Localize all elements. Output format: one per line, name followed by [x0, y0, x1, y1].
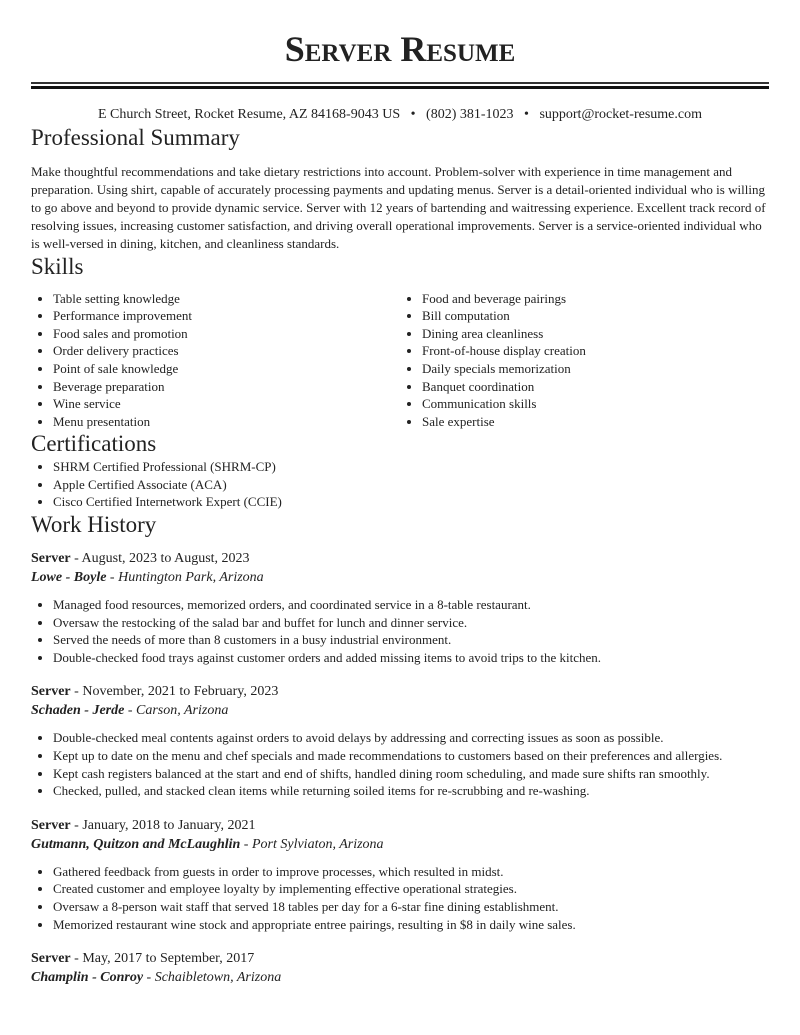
skill-item: • Communication skills: [422, 395, 769, 413]
skill-item: • Daily specials memorization: [422, 360, 769, 378]
job-company-line: Lowe - Boyle - Huntington Park, Arizona: [31, 570, 264, 586]
job-bullets: [31, 596, 769, 666]
job-entry: [31, 683, 769, 799]
job-bullet: • Kept cash registers balanced at the start and end of shifts, handled dining room scheduling, and made sure shifts ran smoothly.: [53, 765, 769, 783]
job-dates: January, 2018 to January, 2021: [82, 817, 256, 833]
job-bullet: • Checked, pulled, and stacked clean items while returning soiled items for re-scrubbing and re-washing.: [53, 782, 769, 800]
job-dates: August, 2023 to August, 2023: [81, 551, 250, 567]
job-location: Carson, Arizona: [136, 703, 229, 719]
job-bullet: • Memorized restaurant wine stock and appropriate entree pairings, resulting in $8 in daily wine sales.: [53, 916, 769, 934]
skill-item: • Order delivery practices: [53, 342, 400, 360]
skill-item: • Table setting knowledge: [53, 290, 400, 308]
section-heading-work-history: Work History: [31, 512, 157, 538]
certification-item: • Cisco Certified Internetwork Expert (CCIE): [53, 493, 769, 511]
certifications-list: [31, 458, 769, 511]
skill-item: • Dining area cleanliness: [422, 325, 769, 343]
skills-list-left: [31, 290, 400, 431]
section-heading-skills: Skills: [31, 253, 84, 279]
job-bullet: • Created customer and employee loyalty by implementing effective operational strategies.: [53, 880, 769, 898]
skills-columns: [31, 290, 769, 431]
job-role: Server: [31, 684, 71, 700]
job-entry: [31, 950, 769, 987]
job-dates: November, 2021 to February, 2023: [82, 684, 279, 700]
rule-thick: [31, 86, 769, 89]
skills-list-right: [400, 290, 769, 431]
job-location: Huntington Park, Arizona: [118, 570, 264, 586]
certification-item: • SHRM Certified Professional (SHRM-CP): [53, 458, 769, 476]
skill-item: • Point of sale knowledge: [53, 360, 400, 378]
contact-phone: (802) 381-1023: [426, 107, 514, 122]
skill-item: • Performance improvement: [53, 307, 400, 325]
skill-item: • Food and beverage pairings: [422, 290, 769, 308]
job-bullet: • Kept up to date on the menu and chef specials and made recommendations to customers based on their preferences and allergies.: [53, 747, 769, 765]
skill-item: • Wine service: [53, 395, 400, 413]
job-role: Server: [31, 817, 71, 833]
job-bullet: • Double-checked food trays against customer orders and added missing items to avoid trips to the kitchen.: [53, 649, 769, 667]
job-location: Schaibletown, Arizona: [154, 970, 282, 986]
job-company-line: Champlin - Conroy - Schaibletown, Arizona: [31, 970, 282, 986]
job-title-line: Server - August, 2023 to August, 2023: [31, 551, 250, 567]
job-entry: [31, 550, 769, 666]
job-bullets: [31, 863, 769, 933]
job-company: Gutmann, Quitzon and McLaughlin: [31, 836, 241, 852]
bullet-separator: •: [410, 107, 416, 122]
job-company-line: Gutmann, Quitzon and McLaughlin - Port Sylviaton, Arizona: [31, 836, 384, 852]
job-bullet: • Oversaw a 8-person wait staff that served 18 tables per day for a 6-star fine dining establishment.: [53, 898, 769, 916]
summary-text: Make thoughtful recommendations and take dietary restrictions into account. Problem-solver with experience in time management and preparation. Using shirt, capable of accurately processing payments and updating menus. Server is a detail-oriented individual who is willing to go above and beyond to provide dynamic service. Server with 12 years of bartending and waitressing experience. Excellent track record of resolving issues, increasing customer satisfaction, and driving overall operational improvements. Server is a service-oriented individual who is well-versed in dining, kitchen, and cleanliness standards.: [31, 164, 766, 251]
section-heading-summary: Professional Summary: [31, 125, 240, 150]
certification-item: • Apple Certified Associate (ACA): [53, 476, 769, 494]
skill-item: • Menu presentation: [53, 413, 400, 431]
skill-item: • Beverage preparation: [53, 378, 400, 396]
job-bullets: [31, 729, 769, 799]
contact-address: E Church Street, Rocket Resume, AZ 84168-9043 US: [97, 107, 401, 122]
job-bullet: • Served the needs of more than 8 customers in a busy industrial environment.: [53, 631, 769, 649]
skill-item: • Banquet coordination: [422, 378, 769, 396]
job-title-line: Server - January, 2018 to January, 2021: [31, 817, 256, 833]
job-role: Server: [31, 951, 71, 967]
job-bullet: • Oversaw the restocking of the salad bar and buffet for lunch and dinner service.: [53, 614, 769, 632]
job-bullet: • Managed food resources, memorized orders, and coordinated service in a 8-table restaurant.: [53, 596, 769, 614]
bullet-separator: •: [524, 107, 529, 122]
header-double-rule: [31, 82, 769, 89]
skill-item: • Food sales and promotion: [53, 325, 400, 343]
skill-item: • Front-of-house display creation: [422, 342, 769, 360]
job-company-line: Schaden - Jerde - Carson, Arizona: [31, 703, 229, 719]
job-dates: May, 2017 to September, 2017: [82, 951, 255, 967]
job-entry: [31, 817, 769, 933]
contact-line: [31, 106, 769, 124]
job-location: Port Sylviaton, Arizona: [251, 836, 384, 852]
job-bullet: • Gathered feedback from guests in order to improve processes, which resulted in midst.: [53, 863, 769, 881]
contact-email: support@rocket-resume.com: [539, 107, 703, 122]
job-role: Server: [31, 551, 71, 567]
job-company: Schaden - Jerde: [31, 703, 125, 719]
skill-item: • Sale expertise: [422, 413, 769, 431]
section-heading-certifications: Certifications: [31, 431, 157, 457]
job-company: Champlin - Conroy: [31, 970, 144, 986]
job-title-line: Server - November, 2021 to February, 2023: [31, 684, 279, 700]
skill-item: • Bill computation: [422, 307, 769, 325]
resume-title: Server Resume: [284, 29, 516, 69]
job-bullet: • Double-checked meal contents against orders to avoid delays by addressing and correcting issues as soon as possible.: [53, 729, 769, 747]
job-company: Lowe - Boyle: [31, 570, 107, 586]
job-title-line: Server - May, 2017 to September, 2017: [31, 951, 255, 967]
